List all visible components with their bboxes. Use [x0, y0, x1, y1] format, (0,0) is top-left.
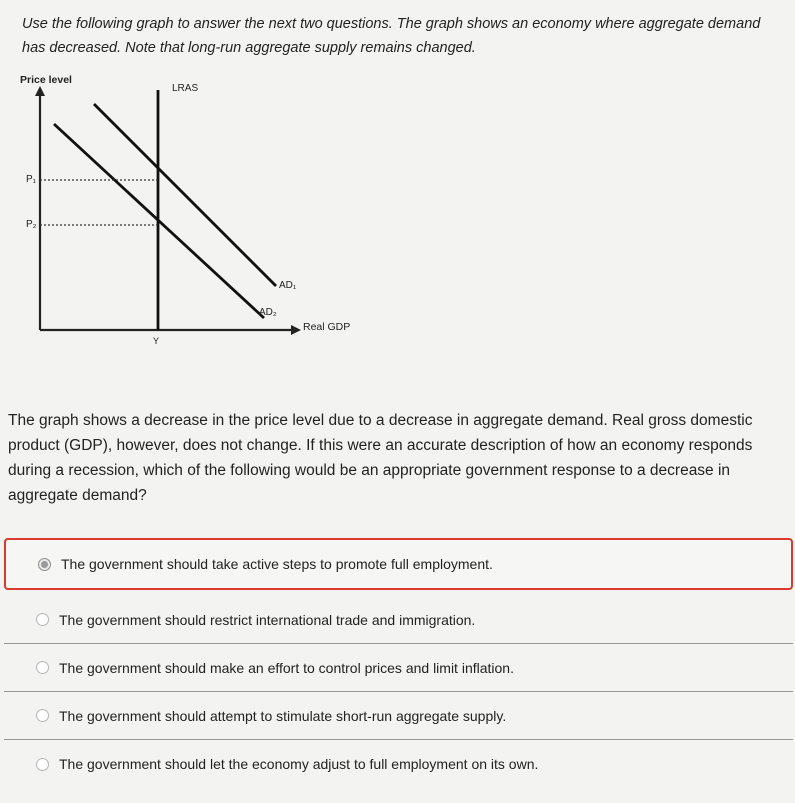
answer-option-label: The government should attempt to stimulate short-run aggregate supply.	[59, 707, 507, 724]
ad2-label: AD₂	[259, 307, 277, 318]
radio-button-selected[interactable]	[38, 558, 51, 571]
p1-label: P₁	[26, 174, 37, 185]
x-axis-arrow	[291, 325, 301, 335]
lras-label: LRAS	[172, 83, 199, 94]
answer-option[interactable]	[4, 596, 793, 644]
graph-svg	[14, 68, 364, 358]
radio-button[interactable]	[36, 758, 49, 771]
p2-label: P₂	[26, 219, 37, 230]
radio-button[interactable]	[36, 613, 49, 626]
answer-option[interactable]	[4, 740, 793, 788]
intro-text: Use the following graph to answer the next two questions. The graph shows an economy where aggregate demand has decreased. Note that long-run aggregate supply remains changed.	[22, 16, 761, 56]
answer-option[interactable]	[4, 538, 793, 590]
answer-options	[0, 538, 795, 788]
question-text: The graph shows a decrease in the price level due to a decrease in aggregate demand. Real gross domestic product (GDP), however, does not change. If this were an accurate description of how an economy responds during a recession, which of the following would be an appropriate government response to a decrease in aggregate demand?	[8, 412, 753, 504]
ad1-line	[94, 104, 276, 286]
ad1-label: AD₁	[279, 280, 297, 291]
answer-option[interactable]	[4, 692, 793, 740]
answer-option-label: The government should take active steps to promote full employment.	[61, 556, 493, 572]
y-axis-arrow	[35, 86, 45, 96]
y-output-label: Y	[153, 336, 160, 346]
answer-option[interactable]	[4, 644, 793, 692]
radio-button[interactable]	[36, 661, 49, 674]
y-axis-label: Price level	[20, 74, 72, 86]
answer-option-label: The government should make an effort to control prices and limit inflation.	[59, 659, 514, 676]
radio-button[interactable]	[36, 709, 49, 722]
answer-option-label: The government should restrict international trade and immigration.	[59, 611, 476, 628]
answer-option-label: The government should let the economy adjust to full employment on its own.	[59, 756, 539, 772]
ad-lras-graph	[14, 68, 364, 358]
x-axis-label: Real GDP	[303, 321, 351, 333]
